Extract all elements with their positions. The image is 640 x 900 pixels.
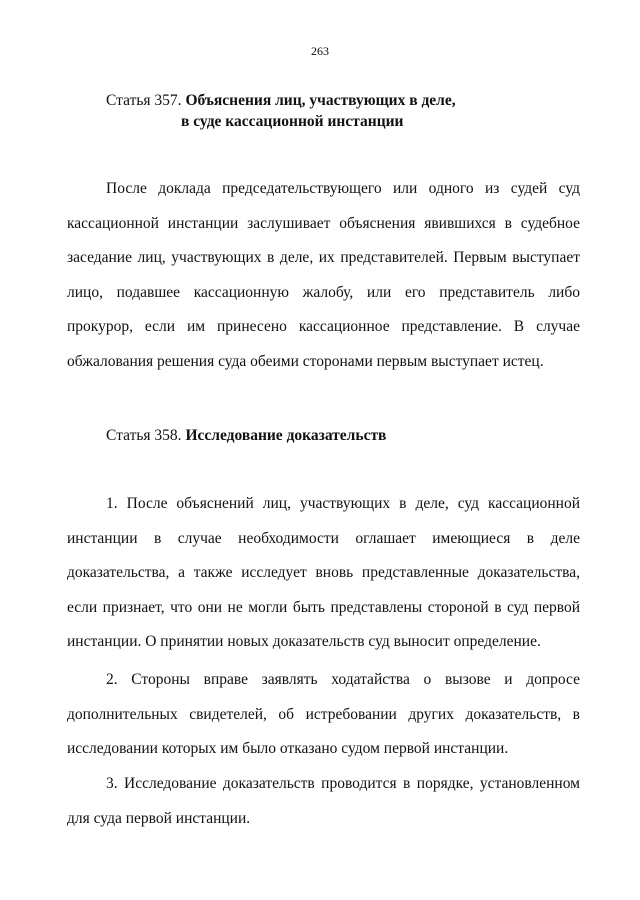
article-358-paragraph-3: 3. Исследование доказательств проводится в порядке, установленном для суда первой инстанции.: [67, 775, 580, 827]
page-number: 263: [311, 44, 329, 58]
article-358-label: Статья 358.: [106, 427, 186, 444]
article-357-title-line1: Объяснения лиц, участвующих в деле,: [185, 92, 456, 109]
article-357-heading: [106, 90, 456, 111]
article-358-heading: [106, 425, 386, 446]
article-358-paragraph-1: 1. После объяснений лиц, участвующих в деле, суд кассационной инстанции в случае необходимости оглашает имеющиеся в деле доказательства, а также исследует вновь представленные доказательства, если признает, что они не могли быть представлены стороной в суд первой инстанции. О принятии новых доказательств суд выносит определение.: [67, 495, 580, 650]
article-357-label: Статья 357.: [106, 92, 186, 109]
article-358-paragraph-2: 2. Стороны вправе заявлять ходатайства о вызове и допросе дополнительных свидетелей, об истребовании других доказательств, в исследовании которых им было отказано судом первой инстанции.: [67, 671, 580, 757]
article-358-title: Исследование доказательств: [185, 427, 387, 444]
article-357-title-line2: в суде кассационной инстанции: [181, 113, 404, 130]
article-357-text: После доклада председательствующего или одного из судей суд кассационной инстанции заслушивает объяснения явившихся в судебное заседание лиц, участвующих в деле, их представителей. Первым выступает лицо, подавшее кассационную жалобу, или его представитель либо прокурор, если им принесено кассационное представление. В случае обжалования решения суда обеими сторонами первым выступает истец.: [67, 180, 580, 370]
